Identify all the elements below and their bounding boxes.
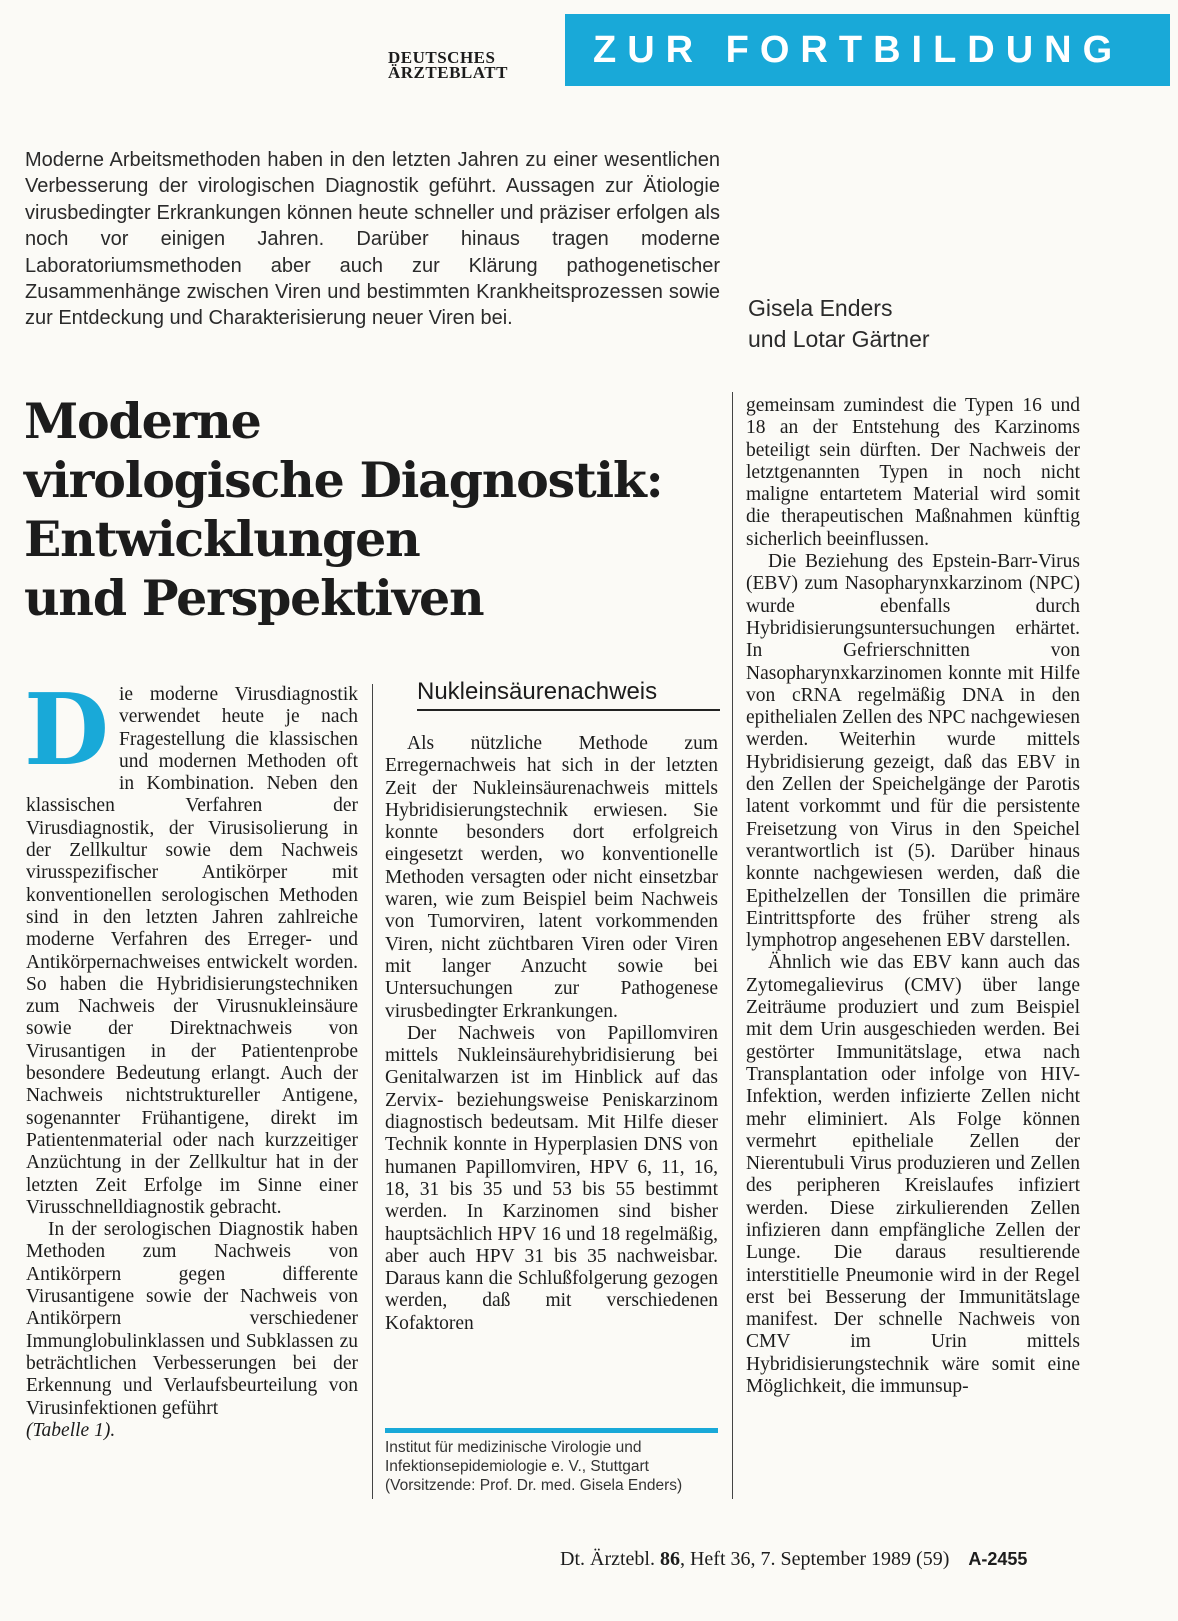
title-line-2: virologische Diagnostik: [24, 451, 663, 509]
article-title [24, 392, 734, 628]
section-banner: ZUR FORTBILDUNG [565, 14, 1170, 86]
drop-cap: D [24, 673, 109, 788]
affiliation-divider [385, 1428, 718, 1433]
page-footer [560, 1548, 1160, 1571]
paragraph: In der serologischen Diagnostik haben Methoden zum Nachweis von Antikörpern gegen differente Virusantigene sowie der Nachweis von Antikörpern verschiedener Immunglobulinklassen und Subklassen zu beträchtlichen Verbesserungen bei der Erkennung und Verlaufsbeurteilung von Virusinfektionen geführt (Tabelle 1). [26, 1219, 358, 1441]
footer-issue: , Heft 36, 7. September 1989 (59) [679, 1548, 950, 1570]
affiliation-line: (Vorsitzende: Prof. Dr. med. Gisela Enders) [385, 1477, 683, 1494]
title-line-3: Entwicklungen [24, 510, 420, 568]
paragraph: Die moderne Virusdiagnostik verwendet heute je nach Fragestellung die klassischen und modernen Methoden oft in Kombination. Neben den klassischen Verfahren der Virusdiagnostik, der Virusisolierung in der Zellkultur sowie dem Nachweis virusspezifischer Antikörper mit konventionellen serologischen Methoden sind in den letzten Jahren zahlreiche moderne Verfahren des Erreger- und Antikörpernachweises entwickelt worden. So haben die Hybridisierungstechniken zum Nachweis der Virusnukleinsäure sowie der Direktnachweis von Virusantigen in der Patientenprobe besondere Bedeutung erlangt. Auch der Nachweis nichtstruktureller Antigene, sogenannter Frühantigene, direkt im Patientenmaterial oder nach kurzzeitiger Anzüchtung in der Zellkultur hat in der letzten Zeit Erfolge im Sinne einer Virusschnelldiagnostik gebracht. [24, 673, 358, 1218]
journal-logo [388, 50, 558, 80]
footer-journal: Dt. Ärztebl. [560, 1548, 655, 1570]
table-reference: (Tabelle 1). [26, 1419, 116, 1441]
column-divider-1 [372, 684, 373, 1499]
affiliation-note [385, 1438, 725, 1495]
title-line-4: und Perspektiven [24, 569, 484, 627]
affiliation-line: Institut für medizinische Virologie und [385, 1439, 642, 1456]
title-line-1: Moderne [24, 392, 261, 450]
journal-logo-line1: DEUTSCHES [388, 48, 496, 67]
section-heading: Nukleinsäurenachweis [417, 678, 658, 705]
body-column-3 [746, 395, 1080, 1398]
body-column-1 [24, 673, 358, 1442]
paragraph: Die Beziehung des Epstein-Barr-Virus (EBV) zum Nasopharynxkarzinom (NPC) wurde ebenfalls durch Hybridisierungsuntersuchungen erhärtet. In Gefrierschnitten von Nasopharynxkarzinomen konnte mit Hilfe von cRNA regelmäßig DNA in den epithelialen Zellen des NPC nachgewiesen werden. Weiterhin wurde mittels Hybridisierung gezeigt, daß das EBV in den Zellen der Speichelgänge der Parotis latent vorkommt und für die persistente Freisetzung von Virus in den Speichel verantwortlich ist (5). Darüber hinaus konnte nachgewiesen werden, daß die Epithelzellen der Tonsillen die primäre Eintrittspforte des früher streng als lymphotrop angesehenen EBV darstellen. [746, 551, 1080, 952]
author-block [748, 293, 1048, 355]
journal-logo-line2: ÄRZTEBLATT [388, 63, 508, 82]
column-divider-2 [732, 392, 733, 1499]
paragraph: Der Nachweis von Papillomviren mittels Nukleinsäurehybridisierung bei Genitalwarzen ist im Hinblick auf das Zervix- beziehungsweise Peniskarzinom diagnostisch bedeutsam. Mit Hilfe dieser Technik konnte in Hyperplasien DNS von humanen Papillomviren, HPV 6, 11, 16, 18, 31 bis 35 und 53 bis 55 bestimmt werden. In Karzinomen sind bisher hauptsächlich HPV 16 und 18 regelmäßig, aber auch HPV 31 bis 35 nachweisbar. Daraus kann die Schlußfolgerung gezogen werden, daß mit verschiedenen Kofaktoren [385, 1022, 718, 1334]
author-line-2: und Lotar Gärtner [748, 326, 930, 352]
intro-abstract: Moderne Arbeitsmethoden haben in den letzten Jahren zu einer wesentlichen Verbesserung der virologischen Diagnostik geführt. Aussagen zur Ätiologie virusbedingter Erkrankungen können heute schneller und präziser erfolgen als noch vor einigen Jahren. Darüber hinaus tragen moderne Laboratoriumsmethoden aber auch zur Klärung pathogenetischer Zusammenhänge zwischen Viren und bestimmten Krankheitsprozessen sowie zur Entdeckung und Charakterisierung neuer Viren bei. [25, 149, 720, 330]
author-line-1: Gisela Enders [748, 295, 893, 321]
footer-volume: 86 [659, 1548, 680, 1570]
affiliation-line: Infektionsepidemiologie e. V., Stuttgart [385, 1458, 649, 1475]
paragraph: Als nützliche Methode zum Erregernachweis hat sich in der letzten Zeit der Nukleinsäurenachweis mittels Hybridisierungstechnik erwiesen. Sie konnte besonders dort erfolgreich eingesetzt werden, wo konventionelle Methoden versagten oder nicht einsetzbar waren, wie zum Beispiel beim Nachweis von Tumorviren, latent vorkommenden Viren, nicht züchtbaren Viren oder Viren mit langer Anzucht sowie bei Untersuchungen zur Pathogenese virusbedingter Erkrankungen. [385, 733, 718, 1022]
paragraph: gemeinsam zumindest die Typen 16 und 18 an der Entstehung des Karzinoms beteiligt sein dürften. Der Nachweis der letztgenannten Typen in noch nicht maligne entartetem Material wird somit die therapeutischen Maßnahmen künftig sicherlich beeinflussen. [746, 395, 1080, 550]
body-column-2 [385, 733, 718, 1335]
page-number: A-2455 [968, 1549, 1028, 1569]
section-heading-underline [417, 709, 720, 711]
paragraph: Ähnlich wie das EBV kann auch das Zytomegalievirus (CMV) über lange Zeiträume produziert und zum Beispiel mit dem Urin ausgeschieden werden. Bei gestörter Immunitätslage, etwa nach Transplantation oder infolge von HIV-Infektion, werden infizierte Zellen nicht mehr eliminiert. Als Folge können vermehrt epitheliale Zellen der Nierentubuli Virus produzieren und Zellen des peripheren Kreislaufes infiziert werden. Diese zirkulierenden Zellen infizieren dann empfängliche Zellen der Lunge. Die daraus resultierende interstitielle Pneumonie wird in der Regel erst bei Besserung der Immunitätslage manifest. Der schnelle Nachweis von CMV im Urin mittels Hybridisierungstechnik wäre somit eine Möglichkeit, die immunsup- [746, 952, 1080, 1398]
